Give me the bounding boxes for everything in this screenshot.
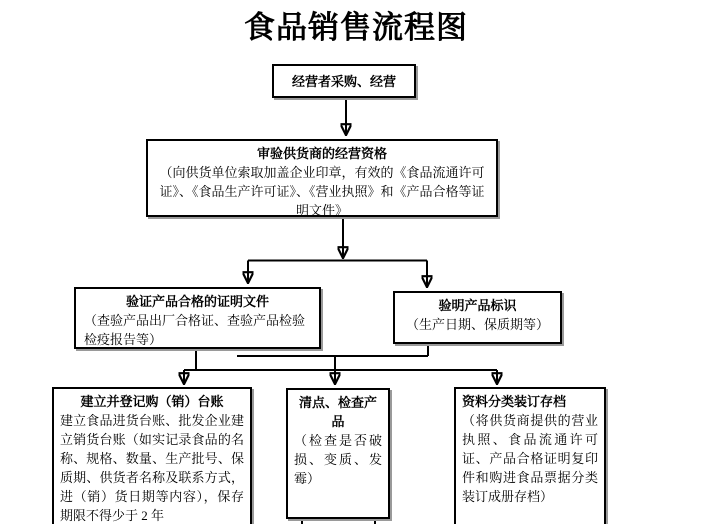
node-ledger-body: 建立食品进货台账、批发企业建立销货台账（如实记录食品的名称、规格、数量、生产批号、保质期、供货者名称及联系方式，进（销）货日期等内容），保存期限不得少于 2 年 xyxy=(60,413,244,523)
node-archive-title: 资料分类装订存档 xyxy=(462,394,567,409)
node-verify-label xyxy=(393,291,562,344)
node-verify-supplier xyxy=(146,139,498,217)
node-archive xyxy=(454,387,606,524)
node-inspect-body: （检查是否破损、变质、发霉） xyxy=(294,433,382,486)
node-verify-cert xyxy=(74,287,321,349)
node-start xyxy=(272,64,416,98)
node-verify-label-title: 验明产品标识 xyxy=(438,298,517,313)
node-archive-body: （将供货商提供的营业执照、食品流通许可证、产品合格证明复印件和购进食品票据分类装订成册存档） xyxy=(462,413,598,504)
node-verify-cert-body: （查验产品出厂合格证、查验产品检验检疫报告等） xyxy=(84,313,306,347)
node-ledger xyxy=(52,387,252,524)
node-verify-supplier-title: 审验供货商的经营资格 xyxy=(256,146,387,161)
node-verify-label-body: （生产日期、保质期等） xyxy=(405,317,549,332)
node-verify-supplier-body: （向供货单位索取加盖企业印章，有效的《食品流通许可证》、《食品生产许可证》、《营业执照》和《产品合格等证明文件》 xyxy=(159,165,485,218)
node-start-title: 经营者采购、经营 xyxy=(291,73,396,89)
node-inspect xyxy=(286,388,390,519)
page-title: 食品销售流程图 xyxy=(244,10,468,46)
node-ledger-title: 建立并登记购（销）台账 xyxy=(80,394,224,409)
node-verify-cert-title: 验证产品合格的证明文件 xyxy=(125,294,269,309)
node-inspect-title: 清点、检查产品 xyxy=(298,395,377,429)
